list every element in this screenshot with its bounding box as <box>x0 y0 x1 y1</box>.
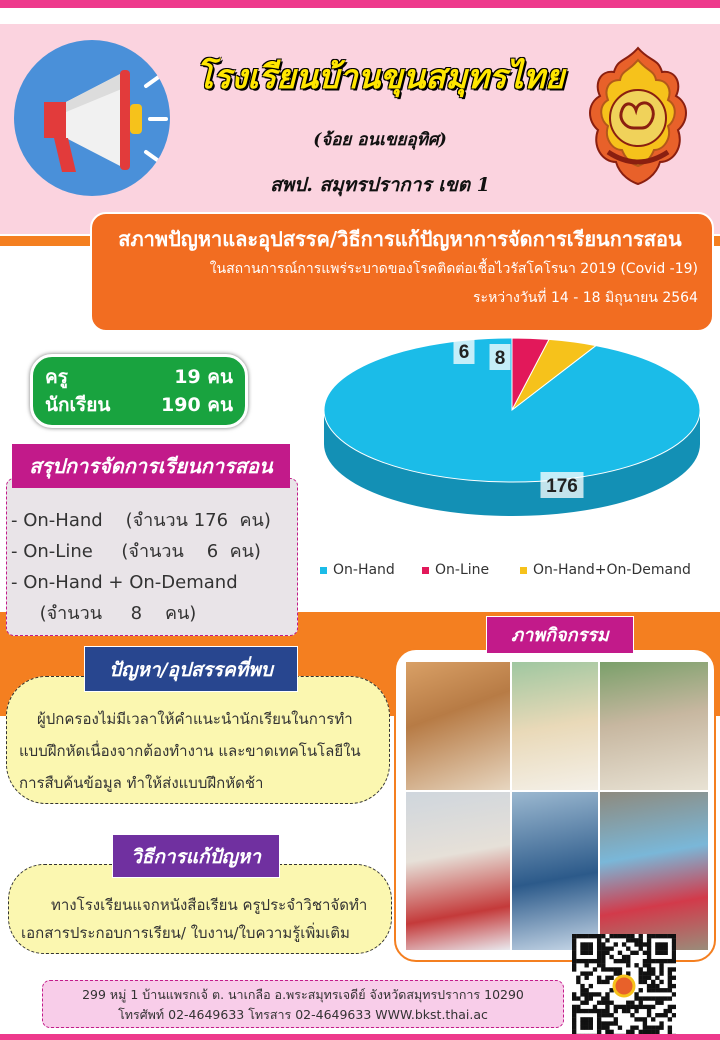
legend-swatch-online <box>422 567 429 574</box>
topic-date-range: ระหว่างวันที่ 14 - 18 มิถุนายน 2564 <box>473 290 698 306</box>
teacher-count: 19 คน <box>174 366 233 388</box>
activity-photo <box>406 792 510 950</box>
data-label-2: 8 <box>494 348 506 369</box>
legend-swatch-ondemand <box>520 567 527 574</box>
problem-text: ผู้ปกครองไม่มีเวลาให้คำแนะนำนักเรียนในการทำแบบฝึกหัดเนื่องจากต้องทำงาน และขาดเทคโนโลยีในการสืบค้นข้อมูล ทำให้ส่งแบบฝึกหัดช้า <box>6 676 390 804</box>
legend-label: On-Hand+On-Demand <box>533 562 691 578</box>
top-accent-bar <box>0 0 720 8</box>
solution-text: ทางโรงเรียนแจกหนังสือเรียน ครูประจำวิชาจัดทำเอกสารประกอบการเรียน/ ใบงาน/ใบความรู้เพิ่มเติม <box>8 864 392 954</box>
summary-line: - On-Line (จำนวน 6 คน) <box>11 541 261 562</box>
address-footer <box>42 980 564 1028</box>
bottom-accent-bar <box>0 1034 720 1040</box>
student-count: 190 คน <box>161 394 233 416</box>
activity-photo <box>600 662 708 790</box>
activity-photo <box>512 662 598 790</box>
activity-heading: ภาพกิจกรรม <box>486 616 634 654</box>
summary-line: - On-Hand + On-Demand <box>11 572 238 593</box>
legend-item <box>422 562 489 578</box>
school-subtitle: (จ้อย อนเขยอุทิศ) <box>313 130 447 150</box>
activity-photo-collage <box>406 662 708 950</box>
teacher-label: ครู <box>45 366 68 388</box>
legend-label: On-Hand <box>333 562 395 578</box>
problem-heading: ปัญหา/อุปสรรคที่พบ <box>84 646 298 692</box>
summary-panel <box>6 478 298 636</box>
legend-item <box>320 562 395 578</box>
headcount-badge <box>30 354 248 428</box>
qr-code-icon <box>572 934 676 1038</box>
activity-photo <box>600 792 708 950</box>
summary-line: (จำนวน 8 คน) <box>11 603 197 624</box>
activity-photo <box>512 792 598 950</box>
school-address: 299 หมู่ 1 บ้านแพรกเจ้ ต. นาเกลือ อ.พระสมุทรเจดีย์ จังหวัดสมุทรปราการ 10290 <box>82 987 524 1002</box>
megaphone-icon <box>14 40 170 196</box>
school-name: โรงเรียนบ้านขุนสมุทรไทย <box>195 57 565 96</box>
data-label-0: 176 <box>546 476 578 497</box>
topic-title: สภาพปัญหาและอุปสรรค/วิธีการแก้ปัญหาการจัดการเรียนการสอน <box>118 227 682 251</box>
topic-banner <box>90 212 714 332</box>
obec-emblem-logo <box>578 44 698 186</box>
summary-line: - On-Hand (จำนวน 176 คน) <box>11 510 271 531</box>
activity-photo <box>406 662 510 790</box>
legend-swatch-onhand <box>320 567 327 574</box>
activity-photo-frame <box>394 648 716 962</box>
school-contact: โทรศัพท์ 02-4649633 โทรสาร 02-4649633 WWW.bkst.thai.ac <box>118 1007 488 1022</box>
data-label-1: 6 <box>458 342 470 363</box>
legend-item <box>520 562 691 578</box>
pie-chart-svg <box>312 330 712 580</box>
summary-heading: สรุปการจัดการเรียนการสอน <box>12 444 290 488</box>
solution-heading: วิธีการแก้ปัญหา <box>112 834 280 878</box>
chart-legend <box>320 562 716 586</box>
student-label: นักเรียน <box>45 394 111 416</box>
topic-context: ในสถานการณ์การแพร่ระบาดของโรคติดต่อเชื้อไวรัสโคโรนา 2019 (Covid -19) <box>209 261 698 277</box>
legend-label: On-Line <box>435 562 490 578</box>
office-name: สพป. สมุทรปราการ เขต 1 <box>270 174 490 196</box>
pie-chart <box>312 330 712 580</box>
